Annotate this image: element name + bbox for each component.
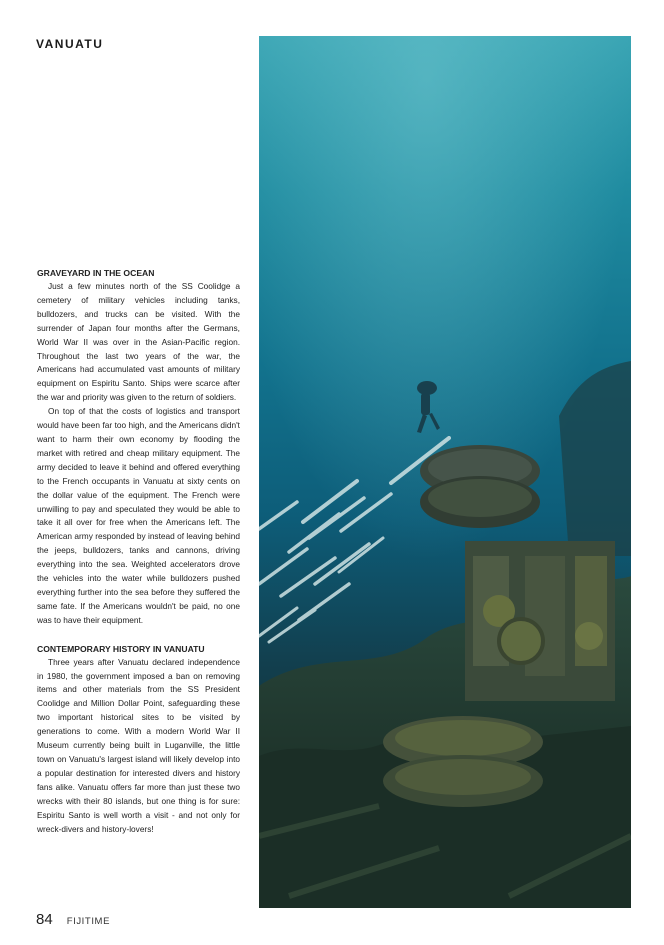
paragraph: On top of that the costs of logistics and transport would have been far too high, and the Americans didn't want to harm their own economy by flooding the market with retired and cheap military equipment. The army decided to leave it behind and offered everything to the French occupants in Vanuatu at sixty cents on the dollar value of the equipment. The French were unwilling to pay and speculated they would be able to take it all over for free when the Americans left. The American army responded by instead of leaving behind the jeeps, bulldozers, tanks and cannons, driving everything into the sea. Weighted accelerators drove the vehicles into the water while bulldozers pushed everything further into the sea before they suffered the same fate. If the Americans wouldn't be paid, no one was to have their equipment. <box>37 406 240 625</box>
section-heading-graveyard: GRAVEYARD IN THE OCEAN <box>37 268 155 278</box>
page-footer <box>36 911 110 928</box>
underwater-wreck-photo <box>259 36 631 908</box>
wreck-illustration <box>259 36 631 908</box>
article-body <box>37 266 240 836</box>
paragraph: Just a few minutes north of the SS Coolidge a cemetery of military vehicles including tanks, bulldozers, and trucks can be visited. With the surrender of Japan four months after the Germans, World War II was over in the Asian-Pacific region. Throughout the last two years of the war, the Americans had accumulated vast amounts of military equipment on Espiritu Santo. Ships were scarce after the war and priority was given to the return of soldiers. <box>37 281 240 403</box>
magazine-name: FIJITIME <box>66 916 111 927</box>
section-heading-contemporary-history: CONTEMPORARY HISTORY IN VANUATU <box>37 643 205 654</box>
section-label: VANUATU <box>36 37 104 51</box>
page-number: 84 <box>36 911 53 928</box>
paragraph: Three years after Vanuatu declared independence in 1980, the government imposed a ban on removing items and other materials from the SS President Coolidge and Million Dollar Point, safeguarding these two important historical sites to be visited by generations to come. With a modern World War II Museum currently being built in Luganville, the little town on Vanuatu's largest island will likely develop into a popular destination for interested divers and history fans alike. Vanuatu offers far more than just these two wrecks with their 80 islands, but one thing is for sure: Espiritu Santo is well worth a visit - and not only for wreck-divers and history-lovers! <box>37 656 240 834</box>
